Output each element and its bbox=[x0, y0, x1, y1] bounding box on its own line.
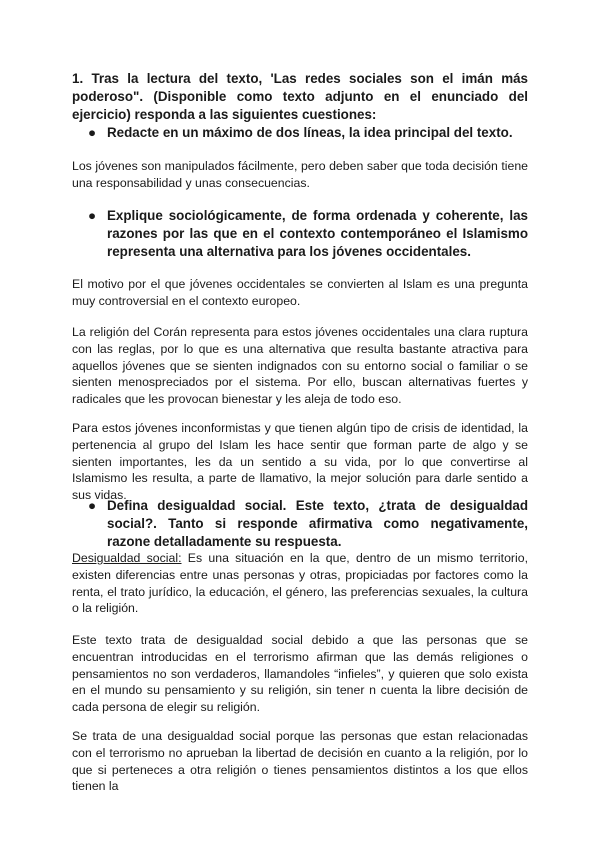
answer-paragraph: La religión del Corán representa para estos jóvenes occidentales una clara ruptura con las reglas, por lo que es una alternativa que resulta bastante atractiva para aquellos jóvenes que se sienten indignados con su entorno social o familiar o se sienten menospreciados por el sistema. Por ello, buscan alternativas fuertes y radicales que les provocan bienestar y les aleja de todo eso. bbox=[72, 325, 528, 407]
bullet-sociological-reasons bbox=[72, 207, 528, 261]
question-heading: 1. Tras la lectura del texto, 'Las redes sociales son el imán más poderoso". (Disponible como texto adjunto en el enunciado del ejercicio) responda a las siguientes cuestiones: bbox=[72, 71, 528, 122]
answer-paragraph: Para estos jóvenes inconformistas y que tienen algún tipo de crisis de identidad, la pertenencia al grupo del Islam les hace sentir que forman parte de algo y se sienten importantes, les da un sentido a su vida, por lo que convertirse al Islamismo les resulta, a parte de llamativo, la mejor solución para darle sentido a sus vidas. bbox=[72, 421, 528, 503]
bullet-social-inequality bbox=[72, 497, 528, 551]
bullet-text: Redacte en un máximo de dos líneas, la idea principal del texto. bbox=[107, 125, 513, 140]
answer-paragraph: Se trata de una desigualdad social porque las personas que estan relacionadas con el terrorismo no aprueban la libertad de decisión en cuanto a la religión, por lo que si perteneces a otra religión o tienes pensamientos distintos a los que ellos tienen la bbox=[72, 729, 528, 794]
bullet-dot: ● bbox=[88, 498, 97, 513]
definition-text: Es una situación en la que, dentro de un mismo territorio, existen diferencias entre unas personas y otras, propiciadas por factores como la renta, el trato jurídico, la educación, el género, las preferencias sexuales, la cultura o la religión. bbox=[72, 551, 529, 616]
definition-paragraph bbox=[72, 550, 528, 617]
answer-paragraph: El motivo por el que jóvenes occidentales se convierten al Islam es una pregunta muy controversial en el contexto europeo. bbox=[72, 277, 528, 308]
bullet-dot: ● bbox=[88, 208, 97, 223]
answer-paragraph: Este texto trata de desigualdad social debido a que las personas que se encuentran introducidas en el terrorismo afirman que las demás religiones o pensamientos no son verdaderos, llamandoles “infieles”, y quieren que solo exista en el mundo su pensamiento y su religión, sin tener n cuenta la libre decisión de cada persona de elegir su religión. bbox=[72, 633, 528, 715]
bullet-dot: ● bbox=[88, 125, 97, 140]
answer-paragraph: Los jóvenes son manipulados fácilmente, pero deben saber que toda decisión tiene una responsabilidad y unas consecuencias. bbox=[72, 159, 528, 190]
definition-term: Desigualdad social: bbox=[72, 551, 182, 565]
bullet-text: Defina desigualdad social. Este texto, ¿trata de desigualdad social?. Tanto si responde afirmativa como negativamente, razone detalladamente su respuesta. bbox=[107, 498, 528, 549]
bullet-main-idea bbox=[72, 124, 528, 142]
bullet-text: Explique sociológicamente, de forma ordenada y coherente, las razones por las que en el contexto contemporáneo el Islamismo representa una alternativa para los jóvenes occidentales. bbox=[107, 208, 528, 259]
